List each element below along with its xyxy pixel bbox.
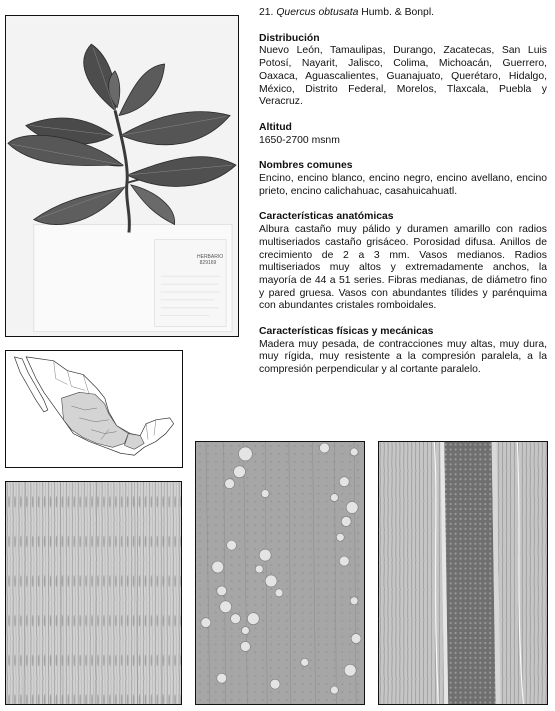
radial-section-micrograph — [378, 441, 548, 705]
species-author: Humb. & Bonpl. — [361, 7, 435, 18]
common-names-text: Encino, encino blanco, encino negro, encino avellano, encino prieto, encino calichahuac, casahuicahuatl. — [259, 173, 547, 197]
altitude-heading: Altitud — [259, 121, 292, 133]
common-names-heading: Nombres comunes — [259, 160, 353, 172]
anatomy-text: Albura castaño muy pálido y duramen amarillo con radios multiseriados castaño grisáceo. Porosidad difusa. Anillos de crecimiento de 2 a 3 mm. Vasos medianos. Radios multiseriados muy altos y extremadamente anchos, la mayoría de 44 a 51 series. Fibras medianas, de diámetro fino y pared gruesa. Vasos con abundantes tílides y parénquima con abundantes cristales romboidales. — [259, 224, 547, 312]
species-number: 21. — [259, 7, 274, 18]
anatomy-heading: Características anatómicas — [259, 211, 394, 223]
distribution-text: Nuevo León, Tamaulipas, Durango, Zacatecas, San Luis Potosí, Nayarit, Jalisco, Colima, Michoacán, Guerrero, Oaxaca, Aguascalientes, Guanajuato, Querétaro, Hidalgo, México, Distrito Federal, Morelos, Tlaxcala, Puebla y Veracruz. — [259, 45, 547, 108]
cross-section-micrograph-icon — [196, 442, 364, 704]
species-name: Quercus obtusata — [276, 7, 359, 18]
tangential-section-micrograph — [5, 481, 182, 705]
mexico-map-icon — [6, 351, 182, 467]
herbarium-stamp: HERBARIO 829169 — [197, 254, 224, 266]
species-description — [259, 7, 547, 377]
mexico-distribution-map — [5, 350, 183, 468]
herbarium-specimen-photo — [5, 15, 239, 337]
physical-text: Madera muy pesada, de contracciones muy altas, muy dura, muy rígida, muy resistente a la compresión paralela, a la compresión perpendicular y al cortante paralelo. — [259, 338, 547, 376]
distribution-heading: Distribución — [259, 32, 320, 44]
physical-heading: Características físicas y mecánicas — [259, 326, 434, 338]
altitude-text: 1650-2700 msnm — [259, 134, 340, 146]
herbarium-specimen-icon — [6, 16, 238, 336]
radial-section-micrograph-icon — [379, 442, 547, 704]
tangential-micrograph-icon — [6, 482, 181, 704]
species-title — [259, 7, 547, 20]
cross-section-micrograph — [195, 441, 365, 705]
